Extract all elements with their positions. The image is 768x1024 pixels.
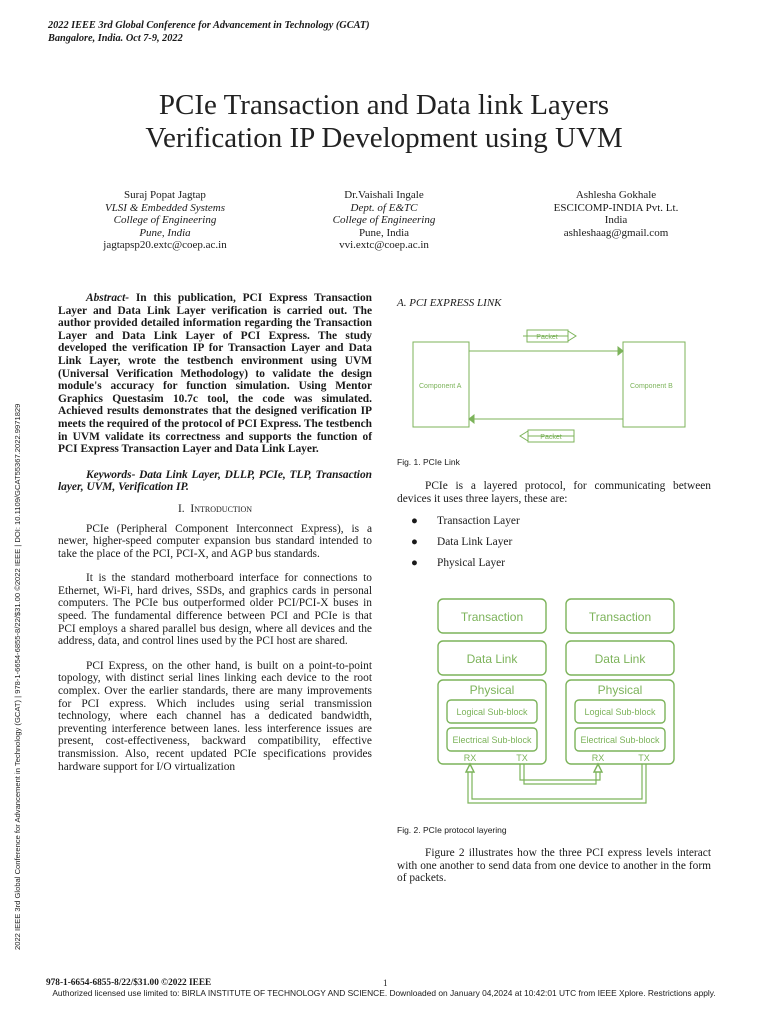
figure2-description: Figure 2 illustrates how the three PCI express levels interact with one another to send data from one device to another in the form of packets. [397, 847, 711, 885]
title-line-2: Verification IP Development using UVM [145, 122, 623, 154]
license-notice: Authorized licensed use limited to: BIRLA INSTITUTE OF TECHNOLOGY AND SCIENCE. Downloaded on January 04,2024 at 10:42:01 UTC from IEEE Xplore. Restrictions apply. [52, 988, 716, 998]
doi-sidebar: 2022 IEEE 3rd Global Conference for Advancement in Technology (GCAT) | 978-1-6654-6855-8/22/$31.00 ©2022 IEEE | DOI: 10.1109/GCAT55367.2022.9971829 [13, 403, 22, 950]
author-org: College of Engineering [113, 214, 217, 226]
abstract-lead: Abstract- [86, 292, 130, 304]
left-physical-label: Physical [469, 683, 515, 697]
layered-protocol-text: PCIe is a layered protocol, for communicating between devices it uses three layers, these are: [397, 480, 711, 505]
right-datalink-label: Data Link [594, 652, 646, 666]
author-org: College of Engineering [332, 214, 436, 226]
author-email: jagtapsp20.extc@coep.ac.in [103, 239, 227, 251]
author-name: Dr.Vaishali Ingale [344, 189, 424, 201]
section-number: I. [177, 502, 185, 515]
section-title: Introduction [190, 502, 253, 515]
layer-list [397, 515, 707, 578]
intro-paragraph-2: It is the standard motherboard interface for connections to Ethernet, Wi-Fi, hard drives, SSDs, and graphics cards in personal computers. The PCIe bus outperformed older PCI/PCI-X buses in speed. The fundamental difference between PCI and PCIe is that PCI employs a shared parallel bus design, where all devices and the address, data, and control lines used by the PCI host are shared. [58, 572, 372, 648]
list-item: ● Data Link Layer [411, 536, 513, 548]
subsection-heading: A. PCI EXPRESS LINK [397, 297, 502, 309]
left-datalink-label: Data Link [466, 652, 518, 666]
page-number: 1 [383, 978, 388, 988]
author-email: vvi.extc@coep.ac.in [339, 239, 429, 251]
pcie-link-figure [396, 318, 716, 450]
intro-paragraph-1: PCIe (Peripheral Component Interconnect Express), is a newer, higher-speed computer expansion bus standard intended to take the place of the PCI, PCI-X, and AGP bus standards. [58, 522, 372, 560]
author-place: India [604, 214, 628, 226]
abstract [58, 292, 372, 456]
left-logical-label: Logical Sub-block [456, 707, 528, 717]
author-dept: VLSI & Embedded Systems [104, 201, 226, 214]
component-a-label: Component A [419, 383, 462, 390]
conference-header [48, 19, 370, 45]
intro-paragraph-3: PCI Express, on the other hand, is built on a point-to-point topology, with distinct serial lines linking each device to the root complex. Over the earlier standards, there are many improvements for PCI express. Which includes using serial transmission technology, where each channel has a dedicated bandwidth, preventing interference between lanes. less interference issues are present, cost-effectiveness, backward compatibility, effective transmission. Also, recent updated PCIe specifications provides hardware support for I/O virtualization [58, 659, 372, 773]
keywords: Keywords- Data Link Layer, DLLP, PCIe, TLP, Transaction layer, UVM, Verification IP. [58, 468, 372, 494]
right-para-2 [397, 847, 711, 885]
author-2 [279, 189, 489, 252]
author-email: ashleshaag@gmail.com [563, 226, 669, 239]
isbn-footer: 978-1-6654-6855-8/22/$31.00 ©2022 IEEE [46, 978, 212, 988]
right-electrical-label: Electrical Sub-block [580, 735, 660, 745]
fig1-caption: Fig. 1. PCIe Link [397, 457, 460, 467]
left-transaction-label: Transaction [460, 610, 524, 624]
list-item: ● Physical Layer [411, 557, 506, 569]
abstract-body: In this publication, PCI Express Transaction Layer and Data Link Layer verification is carried out. The author provided detailed information regarding the Transaction Layer and Data Link Layer of PCI Express. The study developed the verification IP for Transaction Layer and Data Link Layer, wrote the testbench environment using UVM (Universal Verification Methodology) to validate the design module's accuracy for function simulation. Using Mentor Graphics Questasim 10.7c tool, the code was simulated. Achieved results demonstrates that the designed verification IP meets the required of the protocol of PCI Express. The testbench in UVM validate its correctness and supports the function of PCI Express Transaction Layer and Data Link Layer. [58, 292, 372, 456]
author-name: Ashlesha Gokhale [575, 189, 657, 201]
author-place: Pune, India [358, 226, 410, 239]
paper-title [0, 89, 768, 155]
conference-line-1: 2022 IEEE 3rd Global Conference for Advancement in Technology (GCAT) [48, 20, 370, 31]
pcie-layering-figure [430, 594, 700, 814]
author-3 [511, 189, 721, 239]
right-logical-label: Logical Sub-block [584, 707, 656, 717]
author-org: ESCICOMP-INDIA Pvt. Lt. [553, 201, 679, 214]
section-heading [58, 503, 372, 516]
packet-bottom-label: Packet [540, 434, 562, 441]
left-column [58, 292, 372, 773]
right-physical-label: Physical [597, 683, 643, 697]
component-b-label: Component B [630, 383, 673, 390]
conference-line-2: Bangalore, India. Oct 7-9, 2022 [48, 33, 183, 44]
author-1 [60, 189, 270, 252]
right-transaction-label: Transaction [588, 610, 652, 624]
left-rx-label: RX [463, 753, 477, 763]
left-electrical-label: Electrical Sub-block [452, 735, 532, 745]
right-tx-label: TX [638, 753, 650, 763]
fig2-caption: Fig. 2. PCIe protocol layering [397, 825, 507, 835]
packet-top-label: Packet [536, 334, 558, 341]
left-tx-label: TX [516, 753, 528, 763]
author-dept: Dept. of E&TC [350, 201, 418, 214]
author-name: Suraj Popat Jagtap [124, 189, 206, 201]
right-para-1 [397, 480, 711, 505]
right-rx-label: RX [591, 753, 605, 763]
list-item: ● Transaction Layer [411, 515, 520, 527]
author-place: Pune, India [139, 226, 191, 239]
title-line-1: PCIe Transaction and Data link Layers [158, 89, 610, 121]
